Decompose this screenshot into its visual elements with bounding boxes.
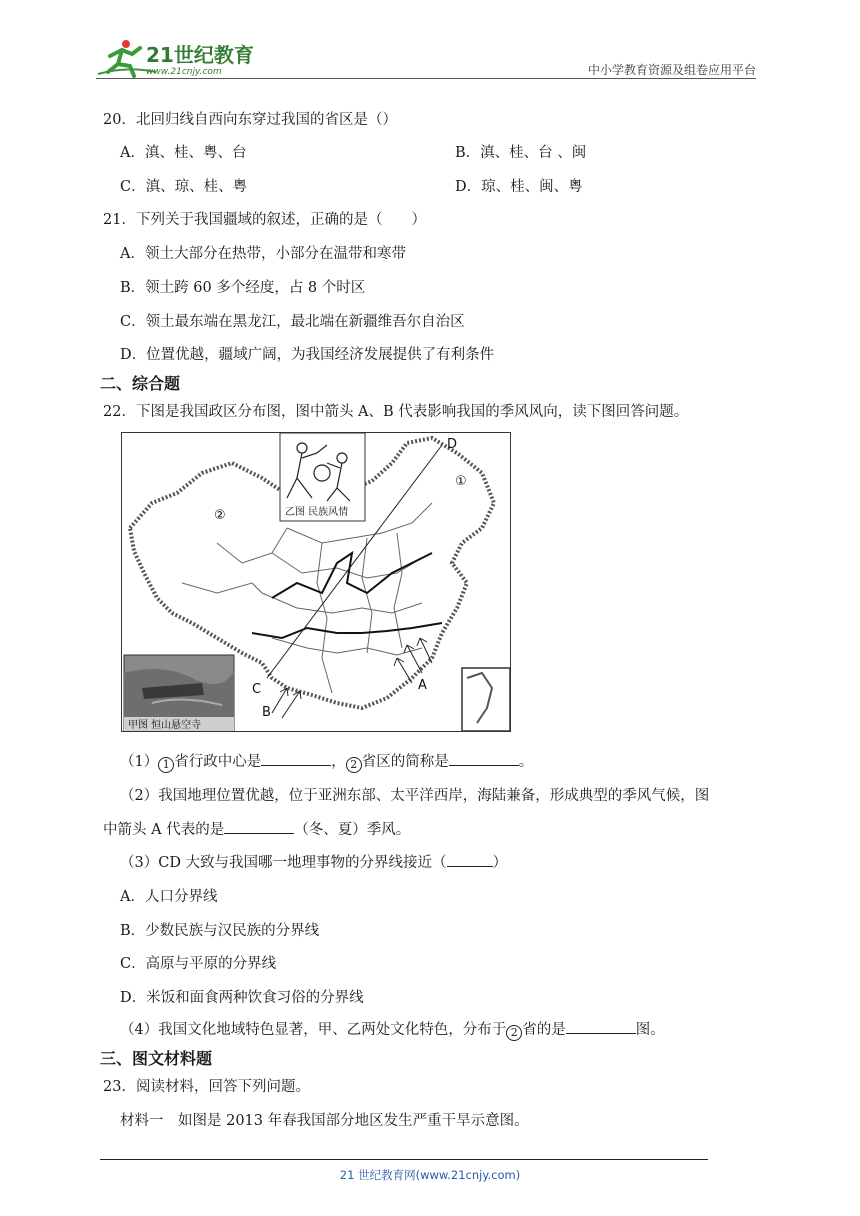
- svg-text:①: ①: [455, 474, 467, 489]
- q22-part3-option-a: A．人口分界线: [120, 889, 218, 905]
- section-heading-2: 二、综合题: [100, 374, 181, 393]
- answer-blank-5[interactable]: [566, 1020, 636, 1034]
- svg-text:www.21cnjy.com: www.21cnjy.com: [146, 67, 222, 77]
- header-divider: [96, 78, 756, 79]
- svg-text:D: D: [447, 437, 458, 452]
- ethnic-custom-inset: [280, 433, 365, 521]
- svg-text:21世纪教育: 21世纪教育: [146, 43, 254, 67]
- q20-option-a: A．滇、桂、粤、台: [120, 145, 247, 161]
- svg-text:甲图 恒山悬空寺: 甲图 恒山悬空寺: [128, 720, 202, 731]
- q20-option-c: C．滇、琼、桂、粤: [120, 179, 248, 195]
- answer-blank-4[interactable]: [447, 853, 493, 867]
- q22-part2-line1: （2）我国地理位置优越，位于亚洲东部、太平洋西岸，海陆兼备，形成典型的季风气候，图: [120, 788, 710, 804]
- svg-text:②: ②: [214, 508, 226, 523]
- svg-text:C: C: [252, 682, 262, 697]
- monsoon-arrows-b: [272, 688, 301, 718]
- china-province-map: [121, 432, 511, 732]
- q21-option-a: A．领土大部分在热带，小部分在温带和寒带: [120, 246, 406, 262]
- q21-option-b: B．领土跨 60 多个经度，占 8 个时区: [120, 280, 366, 296]
- q22-part1: （1） 1 省行政中心是 ， 2 省区的简称是 。: [120, 754, 534, 771]
- q22-part3-option-b: B．少数民族与汉民族的分界线: [120, 923, 320, 939]
- q22-part3: （3）CD 大致与我国哪一地理事物的分界线接近（ ）: [120, 855, 508, 871]
- q20-option-d: D．琼、桂、闽、粤: [455, 179, 583, 195]
- svg-text:B: B: [262, 705, 271, 720]
- answer-blank-2[interactable]: [449, 752, 519, 766]
- answer-blank-3[interactable]: [224, 820, 294, 834]
- q21-option-c: C．领土最东端在黑龙江，最北端在新疆维吾尔自治区: [120, 314, 465, 330]
- site-logo: [96, 36, 266, 80]
- svg-text:乙图 民族风情: 乙图 民族风情: [285, 507, 349, 518]
- q21-stem: 21．下列关于我国疆域的叙述，正确的是（ ）: [103, 212, 426, 228]
- section-heading-3: 三、图文材料题: [100, 1049, 213, 1068]
- q22-part4: （4）我国文化地域特色显著，甲、乙两处文化特色，分布于 2 省的是 图。: [120, 1022, 665, 1039]
- footer-divider: [100, 1159, 708, 1160]
- circle-number-1: 1: [158, 757, 174, 773]
- q21-option-d: D．位置优越，疆域广阔，为我国经济发展提供了有利条件: [120, 347, 495, 363]
- q20-stem: 20．北回归线自西向东穿过我国的省区是（）: [103, 112, 397, 128]
- q22-part3-option-c: C．高原与平原的分界线: [120, 956, 277, 972]
- q23-stem: 23．阅读材料，回答下列问题。: [103, 1079, 310, 1095]
- q22-part2-line2: 中箭头 A 代表的是 （冬、夏）季风。: [103, 822, 411, 838]
- footer-link[interactable]: 21 世纪教育网(www.21cnjy.com): [339, 1168, 521, 1182]
- q22-part3-option-d: D．米饭和面食两种饮食习俗的分界线: [120, 990, 364, 1006]
- q22-stem: 22．下图是我国政区分布图，图中箭头 A、B 代表影响我国的季风风向，读下图回答问题。: [103, 404, 689, 420]
- hanging-temple-photo: [124, 655, 234, 731]
- svg-text:A: A: [418, 678, 427, 693]
- answer-blank-1[interactable]: [261, 752, 331, 766]
- circle-number-2: 2: [346, 757, 362, 773]
- q20-option-b: B．滇、桂、台 、闽: [455, 145, 587, 161]
- platform-title: 中小学教育资源及组卷应用平台: [587, 63, 756, 77]
- circle-number-2b: 2: [506, 1025, 522, 1041]
- q23-material1: 材料一 如图是 2013 年春我国部分地区发生严重干旱示意图。: [120, 1113, 529, 1129]
